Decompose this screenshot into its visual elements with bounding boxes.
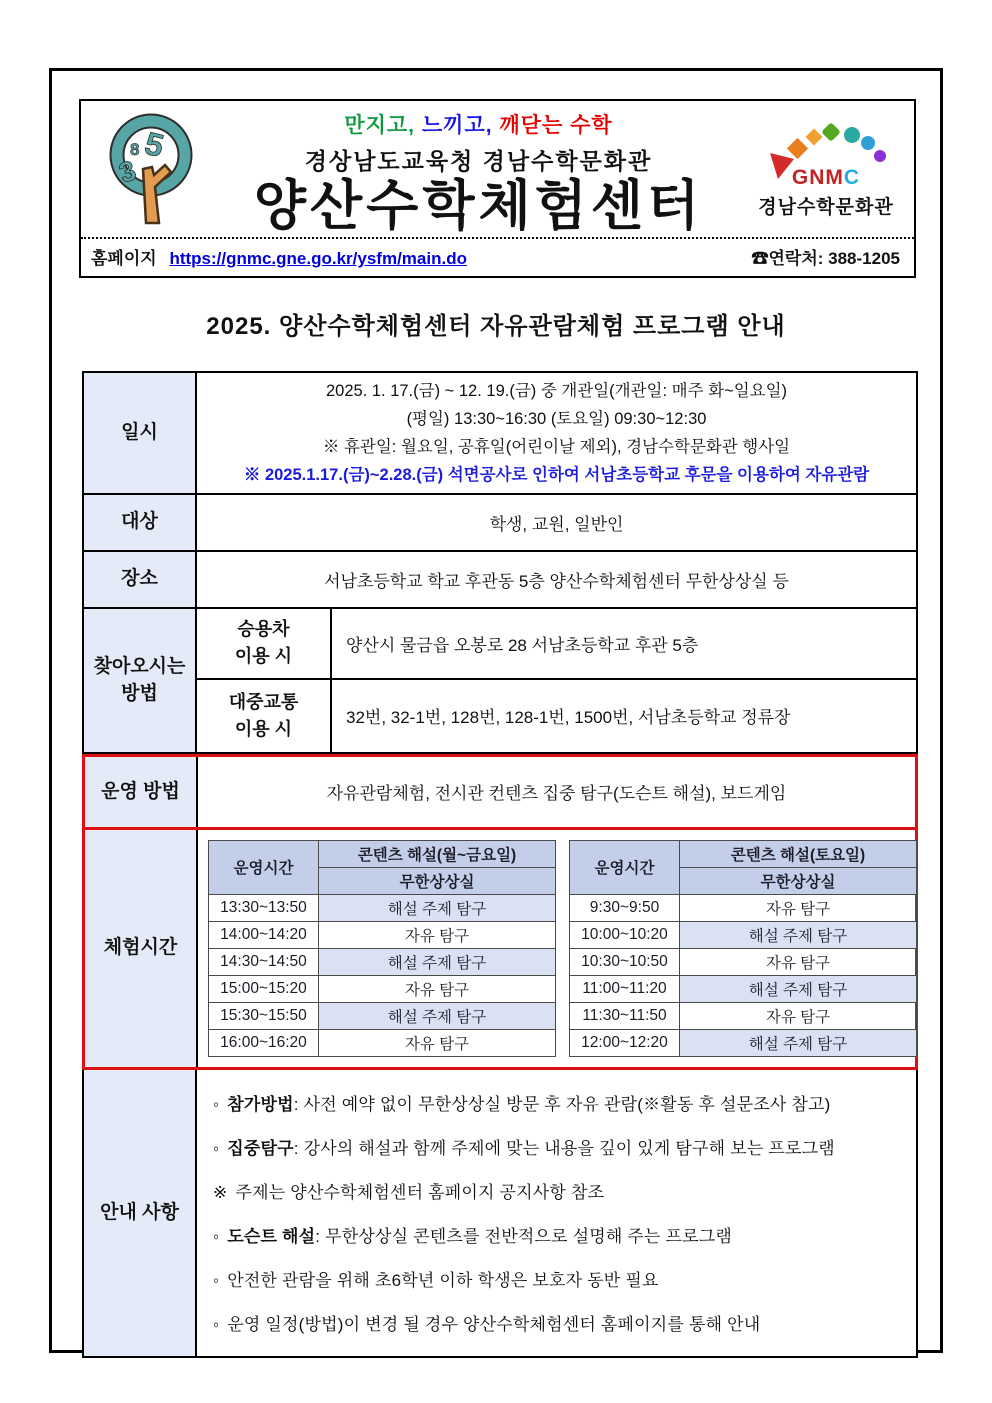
schedule-time-cell: 14:30~14:50: [209, 948, 319, 975]
note-item-1: ◦ 참가방법: 사전 예약 없이 무한상상실 방문 후 자유 관람(※활동 후 설문조사 참고): [213, 1095, 831, 1115]
page-title: 2025. 양산수학체험센터 자유관람체험 프로그램 안내: [206, 312, 786, 340]
row-label-method: 운영 방법: [85, 757, 198, 827]
directions-label-line2: 방법: [121, 683, 158, 705]
schedule-activity-cell: 자유 탐구: [319, 1029, 556, 1056]
schedule-activity-cell: 자유 탐구: [680, 1002, 917, 1029]
table-row: [570, 894, 917, 921]
table-row: [570, 975, 917, 1002]
svg-text:5: 5: [141, 125, 168, 165]
saturday-schedule-table: [569, 840, 917, 1057]
table-row: [209, 1029, 556, 1056]
schedule-time-cell: 12:00~12:20: [570, 1029, 680, 1056]
schedule-activity-cell: 해설 주제 탐구: [680, 1029, 917, 1056]
header-banner: [79, 99, 916, 278]
weekday-schedule-table: [208, 840, 556, 1057]
schedule-time-cell: 15:00~15:20: [209, 975, 319, 1002]
gnmc-letters-red: GNM: [791, 165, 844, 189]
contact-info: ☎연락처: 388-1205: [751, 248, 900, 268]
table-row-place: [82, 552, 918, 609]
schedule-activity-cell: 해설 주제 탐구: [680, 921, 917, 948]
table-row: [570, 948, 917, 975]
svg-text:3: 3: [115, 154, 140, 190]
info-table: [82, 371, 918, 1358]
slogan-part3: 깨닫는 수학: [499, 114, 613, 137]
datetime-notice: ※ 2025.1.17.(금)~2.28.(금) 석면공사로 인하여 서남초등학교 후문을 이용하여 자유관람: [243, 465, 870, 484]
car-value: 양산시 물금읍 오봉로 28 서남초등학교 후관 5층: [346, 635, 699, 655]
table-row: [570, 1029, 917, 1056]
weekday-time-header: 운영시간: [209, 840, 319, 894]
directions-car-row: [197, 609, 916, 681]
schedule-time-cell: 11:00~11:20: [570, 975, 680, 1002]
transit-value: 32번, 32-1번, 128번, 128-1번, 1500번, 서남초등학교 정류장: [346, 708, 791, 728]
schedule-time-cell: 10:00~10:20: [570, 921, 680, 948]
page-frame: [49, 68, 943, 1353]
target-value: 학생, 교원, 일반인: [489, 514, 624, 534]
svg-text:8: 8: [130, 140, 140, 160]
row-label-place: 장소: [84, 552, 197, 607]
table-row: [209, 948, 556, 975]
car-label: 승용차 이용 시: [197, 609, 332, 679]
homepage-label: 홈페이지: [91, 248, 157, 268]
schedule-activity-cell: 해설 주제 탐구: [319, 1002, 556, 1029]
schedule-time-cell: 15:30~15:50: [209, 1002, 319, 1029]
note-item-3: ※ 주제는 양산수학체험센터 홈페이지 공지사항 참조: [213, 1183, 605, 1203]
tree-number-logo-icon: [95, 109, 207, 232]
center-name: 양산수학체험센터: [253, 176, 704, 236]
schedule-activity-cell: 자유 탐구: [680, 894, 917, 921]
slogan: [207, 109, 750, 139]
note-item-6: ◦ 운영 일정(방법)이 변경 될 경우 양산수학체험센터 홈페이지를 통해 안내: [213, 1315, 761, 1335]
table-row-target: [82, 495, 918, 552]
table-row: [209, 1002, 556, 1029]
schedule-time-cell: 14:00~14:20: [209, 921, 319, 948]
gnmc-letter-blue: C: [843, 165, 861, 189]
row-label-datetime: 일시: [84, 373, 197, 493]
transit-label: 대중교통 이용 시: [197, 680, 332, 752]
saturday-time-header: 운영시간: [570, 840, 680, 894]
row-label-target: 대상: [84, 495, 197, 550]
table-row: [209, 921, 556, 948]
row-label-schedule: 체험시간: [85, 830, 198, 1067]
weekday-content-header: 콘텐츠 해설(월~금요일): [319, 840, 556, 867]
schedule-time-cell: 9:30~9:50: [570, 894, 680, 921]
table-row: [209, 894, 556, 921]
table-row: [570, 921, 917, 948]
gnmc-logo: [750, 123, 902, 219]
schedule-time-cell: 13:30~13:50: [209, 894, 319, 921]
schedule-activity-cell: 자유 탐구: [319, 921, 556, 948]
row-label-directions: [84, 609, 197, 752]
datetime-line-2: (평일) 13:30~16:30 (토요일) 09:30~12:30: [406, 409, 707, 428]
place-value: 서남초등학교 학교 후관동 5층 양산수학체험센터 무한상상실 등: [324, 571, 789, 591]
table-row-directions: [82, 609, 918, 754]
saturday-content-header: 콘텐츠 해설(토요일): [680, 840, 917, 867]
schedule-time-cell: 11:30~11:50: [570, 1002, 680, 1029]
schedule-activity-cell: 자유 탐구: [319, 975, 556, 1002]
directions-label-line1: 찾아오시는: [93, 655, 186, 677]
schedule-activity-cell: 자유 탐구: [680, 948, 917, 975]
homepage-row: [91, 244, 467, 269]
directions-transit-row: [197, 680, 916, 752]
schedule-activity-cell: 해설 주제 탐구: [680, 975, 917, 1002]
note-item-5: ◦ 안전한 관람을 위해 초6학년 이하 학생은 보호자 동반 필요: [213, 1271, 659, 1291]
saturday-room-header: 무한상상실: [680, 867, 917, 894]
gnmc-caption: 경남수학문화관: [758, 196, 894, 218]
schedule-time-cell: 16:00~16:20: [209, 1029, 319, 1056]
table-row: [570, 1002, 917, 1029]
slogan-part1: 만지고,: [344, 114, 416, 137]
organization-name: 경상남도교육청 경남수학문화관: [304, 148, 653, 174]
datetime-line-1: 2025. 1. 17.(금) ~ 12. 19.(금) 중 개관일(개관일: 매주 화~일요일): [325, 381, 788, 400]
slogan-part2: 느끼고,: [421, 114, 493, 137]
datetime-line-3: ※ 휴관일: 월요일, 공휴일(어린이날 제외), 경남수학문화관 행사일: [322, 437, 791, 456]
schedule-activity-cell: 해설 주제 탐구: [319, 894, 556, 921]
homepage-link[interactable]: https://gnmc.gne.go.kr/ysfm/main.do: [169, 248, 467, 268]
weekday-room-header: 무한상상실: [319, 867, 556, 894]
schedule-activity-cell: 해설 주제 탐구: [319, 948, 556, 975]
schedule-time-cell: 10:30~10:50: [570, 948, 680, 975]
table-row-method: [82, 754, 918, 830]
table-row: [209, 975, 556, 1002]
method-value: 자유관람체험, 전시관 컨텐츠 집중 탐구(도슨트 해설), 보드게임: [326, 784, 787, 804]
note-item-4: ◦ 도슨트 해설: 무한상상실 콘텐츠를 전반적으로 설명해 주는 프로그램: [213, 1227, 733, 1247]
table-row-notes: [82, 1070, 918, 1358]
note-item-2: ◦ 집중탐구: 강사의 해설과 함께 주제에 맞는 내용을 깊이 있게 탐구해 보는 프로그램: [213, 1139, 835, 1159]
table-row-datetime: [82, 371, 918, 495]
row-label-notes: 안내 사항: [84, 1070, 197, 1356]
table-row-schedule: [82, 830, 918, 1070]
